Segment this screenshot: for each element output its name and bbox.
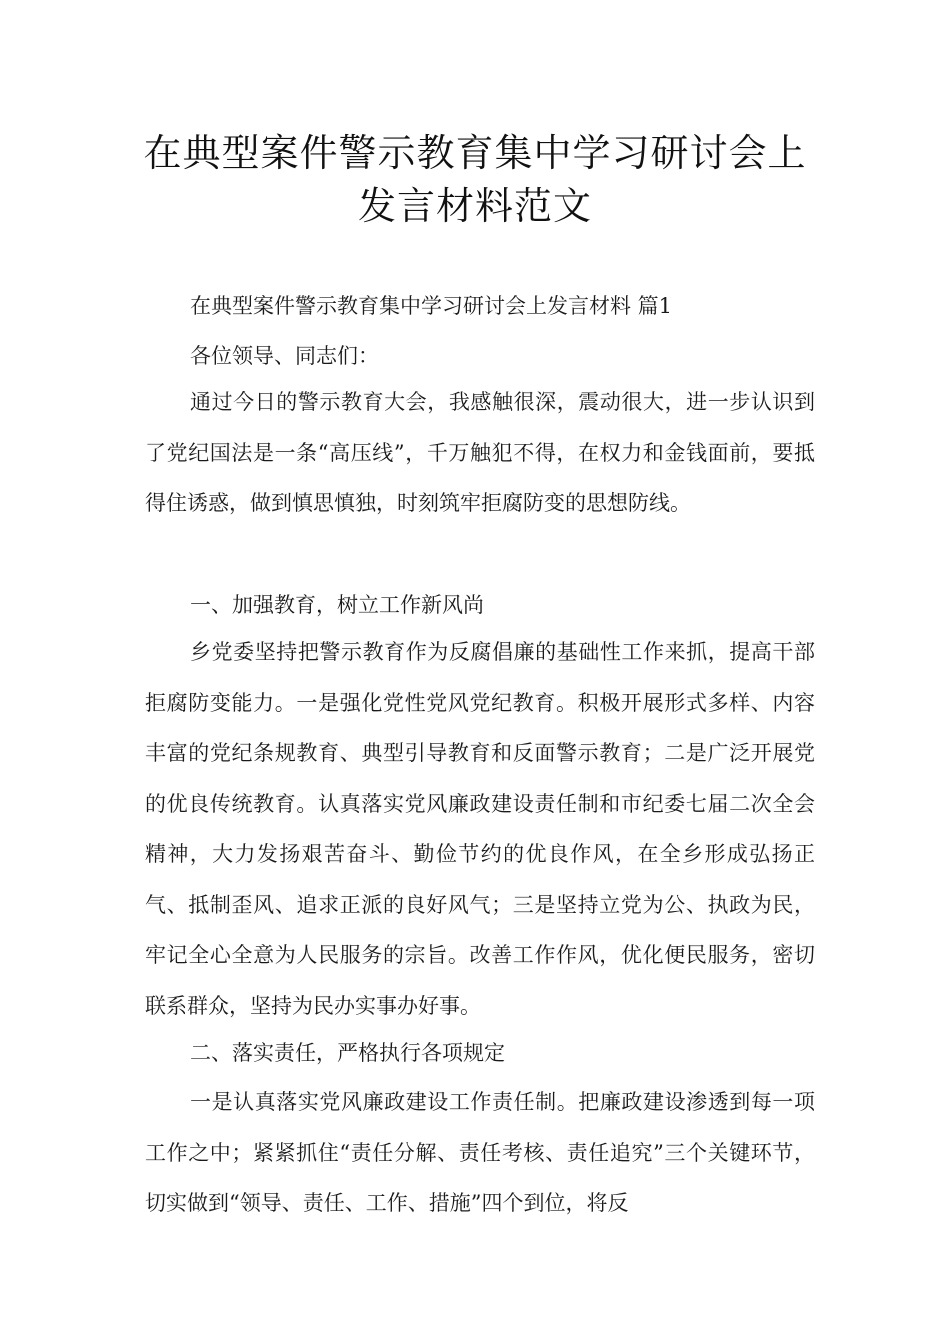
paragraph-1: 通过今日的警示教育大会，我感触很深，震动很大，进一步认识到了党纪国法是一条“高压线”，千万触犯不得，在权力和金钱面前，要抵得住诱惑，做到慎思慎独，时刻筑牢拒腐防变的思想防线。: [145, 390, 815, 515]
section-heading-2: 二、落实责任，严格执行各项规定: [190, 1041, 505, 1065]
paragraph-3: 一是认真落实党风廉政建设工作责任制。把廉政建设渗透到每一项工作之中；紧紧抓住“责任分解、责任考核、责任追究”三个关键环节，切实做到“领导、责任、工作、措施”四个到位，将反: [145, 1090, 815, 1215]
document-subtitle: 在典型案件警示教育集中学习研讨会上发言材料 篇1: [190, 294, 673, 318]
section-heading-1: 一、加强教育，树立工作新风尚: [190, 593, 484, 617]
document-title-line1: 在典型案件警示教育集中学习研讨会上: [143, 131, 807, 175]
document-title-line2: 发言材料范文: [357, 184, 592, 228]
greeting: 各位领导、同志们：: [190, 344, 379, 368]
paragraph-2: 乡党委坚持把警示教育作为反腐倡廉的基础性工作来抓，提高干部拒腐防变能力。一是强化党性党风党纪教育。积极开展形式多样、内容丰富的党纪条规教育、典型引导教育和反面警示教育；二是广泛开展党的优良传统教育。认真落实党风廉政建设责任制和市纪委七届二次全会精神，大力发扬艰苦奋斗、勤俭节约的优良作风，在全乡形成弘扬正气、抵制歪风、追求正派的良好风气；三是坚持立党为公、执政为民，牢记全心全意为人民服务的宗旨。改善工作作风，优化便民服务，密切联系群众，坚持为民办实事办好事。: [145, 640, 815, 1018]
